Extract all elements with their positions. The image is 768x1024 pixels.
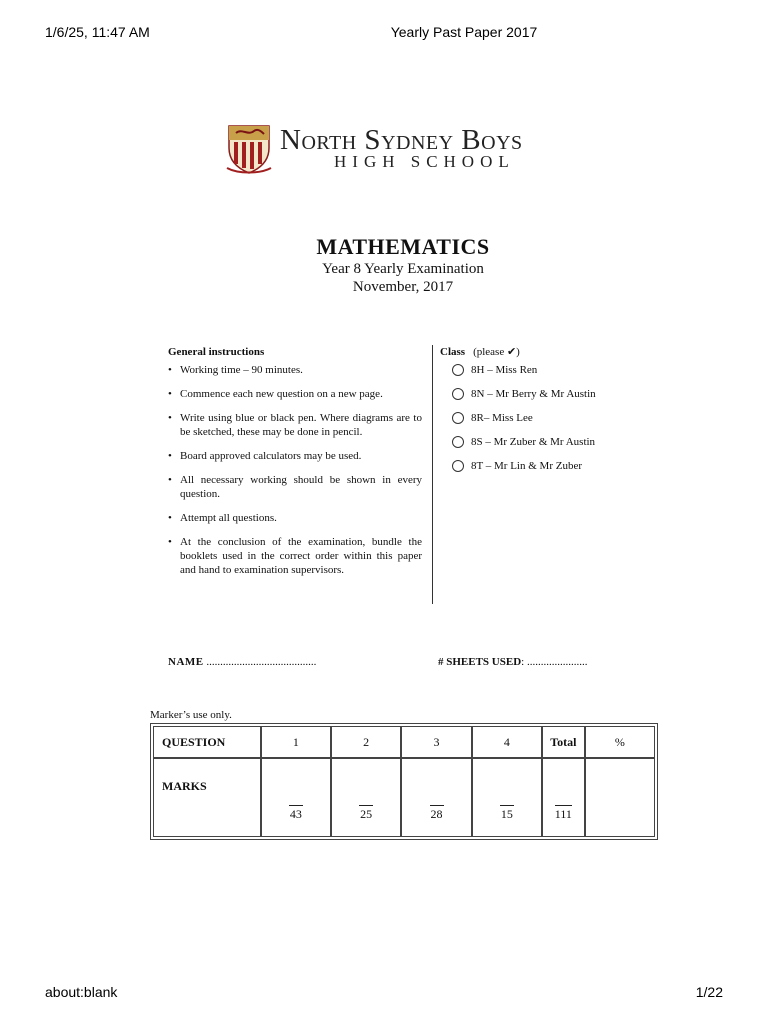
radio-circle-icon[interactable] (452, 460, 464, 472)
table-row (153, 726, 655, 758)
max-marks: 15 (500, 807, 513, 821)
question-number: 4 (472, 726, 542, 758)
radio-circle-icon[interactable] (452, 412, 464, 424)
class-title (440, 345, 660, 358)
percent-cell[interactable] (585, 758, 655, 837)
radio-circle-icon[interactable] (452, 388, 464, 400)
sheets-used-field[interactable] (438, 656, 587, 668)
marks-table (150, 723, 658, 840)
radio-circle-icon[interactable] (452, 364, 464, 376)
question-number: 2 (331, 726, 401, 758)
class-label: Class (440, 346, 466, 358)
school-crest-icon (226, 122, 272, 174)
school-subtitle: HIGH SCHOOL (334, 152, 515, 171)
total-max-marks: 111 (554, 807, 572, 821)
class-note: (please ✔) (473, 346, 520, 358)
class-option-label: 8R– Miss Lee (471, 412, 533, 424)
class-option-label: 8N – Mr Berry & Mr Austin (471, 388, 596, 400)
name-dots: ........................................ (206, 656, 317, 668)
radio-circle-icon[interactable] (452, 436, 464, 448)
class-option-8r[interactable] (440, 406, 660, 430)
print-url: about:blank (45, 984, 118, 1000)
max-marks: 43 (289, 807, 302, 821)
school-name: North Sydney Boys (280, 124, 523, 156)
general-instructions (168, 345, 422, 587)
instruction-item: • Write using blue or black pen. Where diagrams are to be sketched, these may be done in pencil. (168, 411, 422, 439)
class-selection (440, 345, 660, 478)
print-page-number: 1/22 (695, 984, 723, 1000)
instruction-item: • All necessary working should be shown in every question. (168, 473, 422, 501)
instruction-item: • Board approved calculators may be used. (168, 449, 422, 463)
marks-header: MARKS (153, 758, 261, 837)
sheets-used-dots: : ...................... (521, 656, 588, 668)
instructions-title: General instructions (168, 346, 265, 358)
marks-cell-q4[interactable] (472, 758, 542, 837)
class-option-label: 8H – Miss Ren (471, 364, 538, 376)
class-option-8t[interactable] (440, 454, 660, 478)
marks-cell-q2[interactable] (331, 758, 401, 837)
marks-cell-total[interactable] (542, 758, 585, 837)
exam-date: November, 2017 (352, 279, 454, 295)
print-document-title: Yearly Past Paper 2017 (390, 24, 538, 40)
marker-note: Marker’s use only. (150, 709, 232, 721)
instruction-item: • Commence each new question on a new page. (168, 387, 422, 401)
max-marks: 28 (430, 807, 443, 821)
class-option-8h[interactable] (440, 358, 660, 382)
total-header: Total (542, 726, 585, 758)
question-header: QUESTION (153, 726, 261, 758)
marks-cell-q3[interactable] (401, 758, 471, 837)
question-number: 1 (261, 726, 331, 758)
exam-subject: MATHEMATICS (316, 234, 490, 259)
name-field[interactable] (168, 656, 316, 668)
marks-cell-q1[interactable] (261, 758, 331, 837)
percent-header: % (585, 726, 655, 758)
question-number: 3 (401, 726, 471, 758)
instruction-item: • At the conclusion of the examination, bundle the booklets used in the correct order within this paper and hand to examination supervisors. (168, 535, 422, 577)
print-datetime: 1/6/25, 11:47 AM (45, 24, 150, 40)
instruction-item: • Attempt all questions. (168, 511, 422, 525)
exam-description: Year 8 Yearly Examination (322, 261, 484, 277)
class-option-8s[interactable] (440, 430, 660, 454)
class-option-label: 8S – Mr Zuber & Mr Austin (471, 436, 596, 448)
class-option-8n[interactable] (440, 382, 660, 406)
class-option-label: 8T – Mr Lin & Mr Zuber (471, 460, 583, 472)
school-logo (226, 122, 586, 174)
name-label: NAME (168, 656, 204, 668)
column-divider (432, 345, 433, 604)
max-marks: 25 (360, 807, 373, 821)
table-row (153, 758, 655, 837)
instruction-item: • Working time – 90 minutes. (168, 363, 422, 377)
sheets-used-label: # SHEETS USED (438, 656, 522, 668)
